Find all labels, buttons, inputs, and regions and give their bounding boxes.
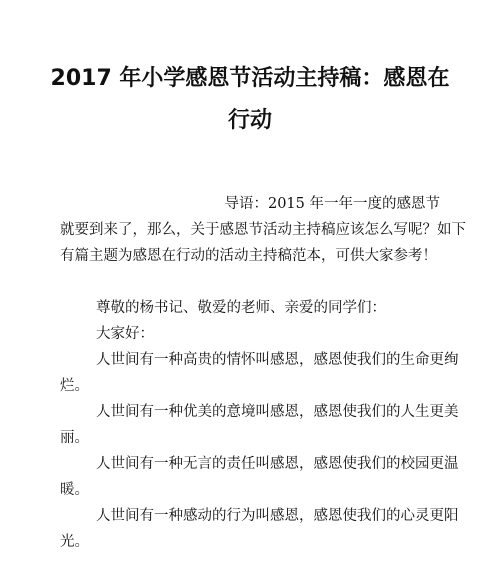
- paragraph-2-line-1: 人世间有一种优美的意境叫感恩，感恩使我们的人生更美: [96, 404, 459, 420]
- paragraph-1-line-2: 烂。: [60, 378, 89, 394]
- salutation: 尊敬的杨书记、敬爱的老师、亲爱的同学们：: [96, 300, 386, 316]
- paragraph-3-line-2: 暖。: [60, 482, 89, 498]
- paragraph-3-line-1: 人世间有一种无言的责任叫感恩，感恩使我们的校园更温: [96, 456, 459, 472]
- paragraph-2-line-2: 丽。: [60, 430, 89, 446]
- greeting: 大家好：: [96, 326, 154, 342]
- paragraph-4-line-2: 光。: [60, 534, 89, 550]
- paragraph-4-line-1: 人世间有一种感动的行为叫感恩，感恩使我们的心灵更阳: [96, 508, 459, 524]
- intro-line-1: 导语：2015 年一年一度的感恩节: [224, 196, 440, 212]
- intro-line-2: 就要到来了，那么，关于感恩节活动主持稿应该怎么写呢？如下: [60, 222, 466, 238]
- document-title-line-1: 2017 年小学感恩节活动主持稿：感恩在: [50, 66, 450, 91]
- intro-line-3: 有篇主题为感恩在行动的活动主持稿范本，可供大家参考！: [60, 248, 437, 264]
- document-title-line-2: 行动: [227, 108, 272, 133]
- paragraph-1-line-1: 人世间有一种高贵的情怀叫感恩，感恩使我们的生命更绚: [96, 352, 459, 368]
